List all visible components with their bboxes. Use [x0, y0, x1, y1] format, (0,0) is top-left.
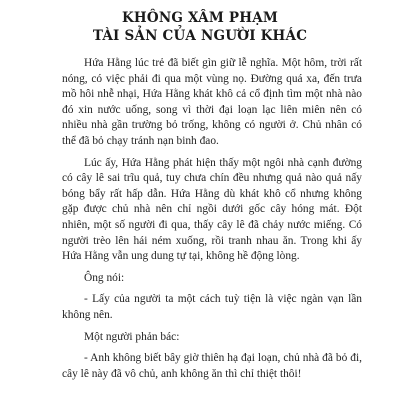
story-title: [0, 9, 400, 45]
story-body: [62, 56, 362, 388]
paragraph-4: - Lấy của người ta một cách tuỳ tiện là việc ngàn vạn lần không nên.: [62, 293, 362, 321]
title-line-1: KHÔNG XÂM PHẠM: [121, 10, 279, 26]
title-line-2: TÀI SẢN CỦA NGƯỜI KHÁC: [92, 28, 308, 44]
paragraph-1: Hứa Hằng lúc trẻ đã biết gìn giữ lễ nghĩa. Một hôm, trời rất nóng, có việc phải đi qua một vùng nọ. Đường quá xa, đến trưa mồ hôi nhễ nhại, Hứa Hằng khát khô cả cổ định tìm một nhà nào đó xin nước uống, song vì thời đại loạn lạc liên miên nên có nhiều nhà gần trường bỏ trống, không có người ở. Chủ nhân có thể đã bỏ chạy tránh nạn binh đao.: [62, 57, 362, 147]
paragraph-3: Ông nói:: [84, 271, 125, 284]
paragraph-2: Lúc ấy, Hứa Hằng phát hiện thấy một ngôi nhà cạnh đường có cây lê sai trĩu quả, tuy chưa chín đều nhưng quả nào quả nấy bóng bẩy rất hấp dẫn. Hứa Hằng dù khát khô cổ nhưng không gặp được chủ nhà nên chỉ ngồi dưới gốc cây hóng mát. Đột nhiên, một số người đi qua, thấy cây lê đã chảy nước miếng. Có người trèo lên hái ném xuống, rồi tranh nhau ăn. Trong khi ấy Hứa Hằng vẫn ung dung tự tại, không hề động lòng.: [62, 156, 362, 263]
paragraph-6: - Anh không biết bây giờ thiên hạ đại loạn, chủ nhà đã bỏ đi, cây lê này đã vô chủ, anh không ăn thì chỉ thiệt thôi!: [62, 352, 362, 380]
paragraph-5: Một người phản bác:: [84, 330, 180, 343]
